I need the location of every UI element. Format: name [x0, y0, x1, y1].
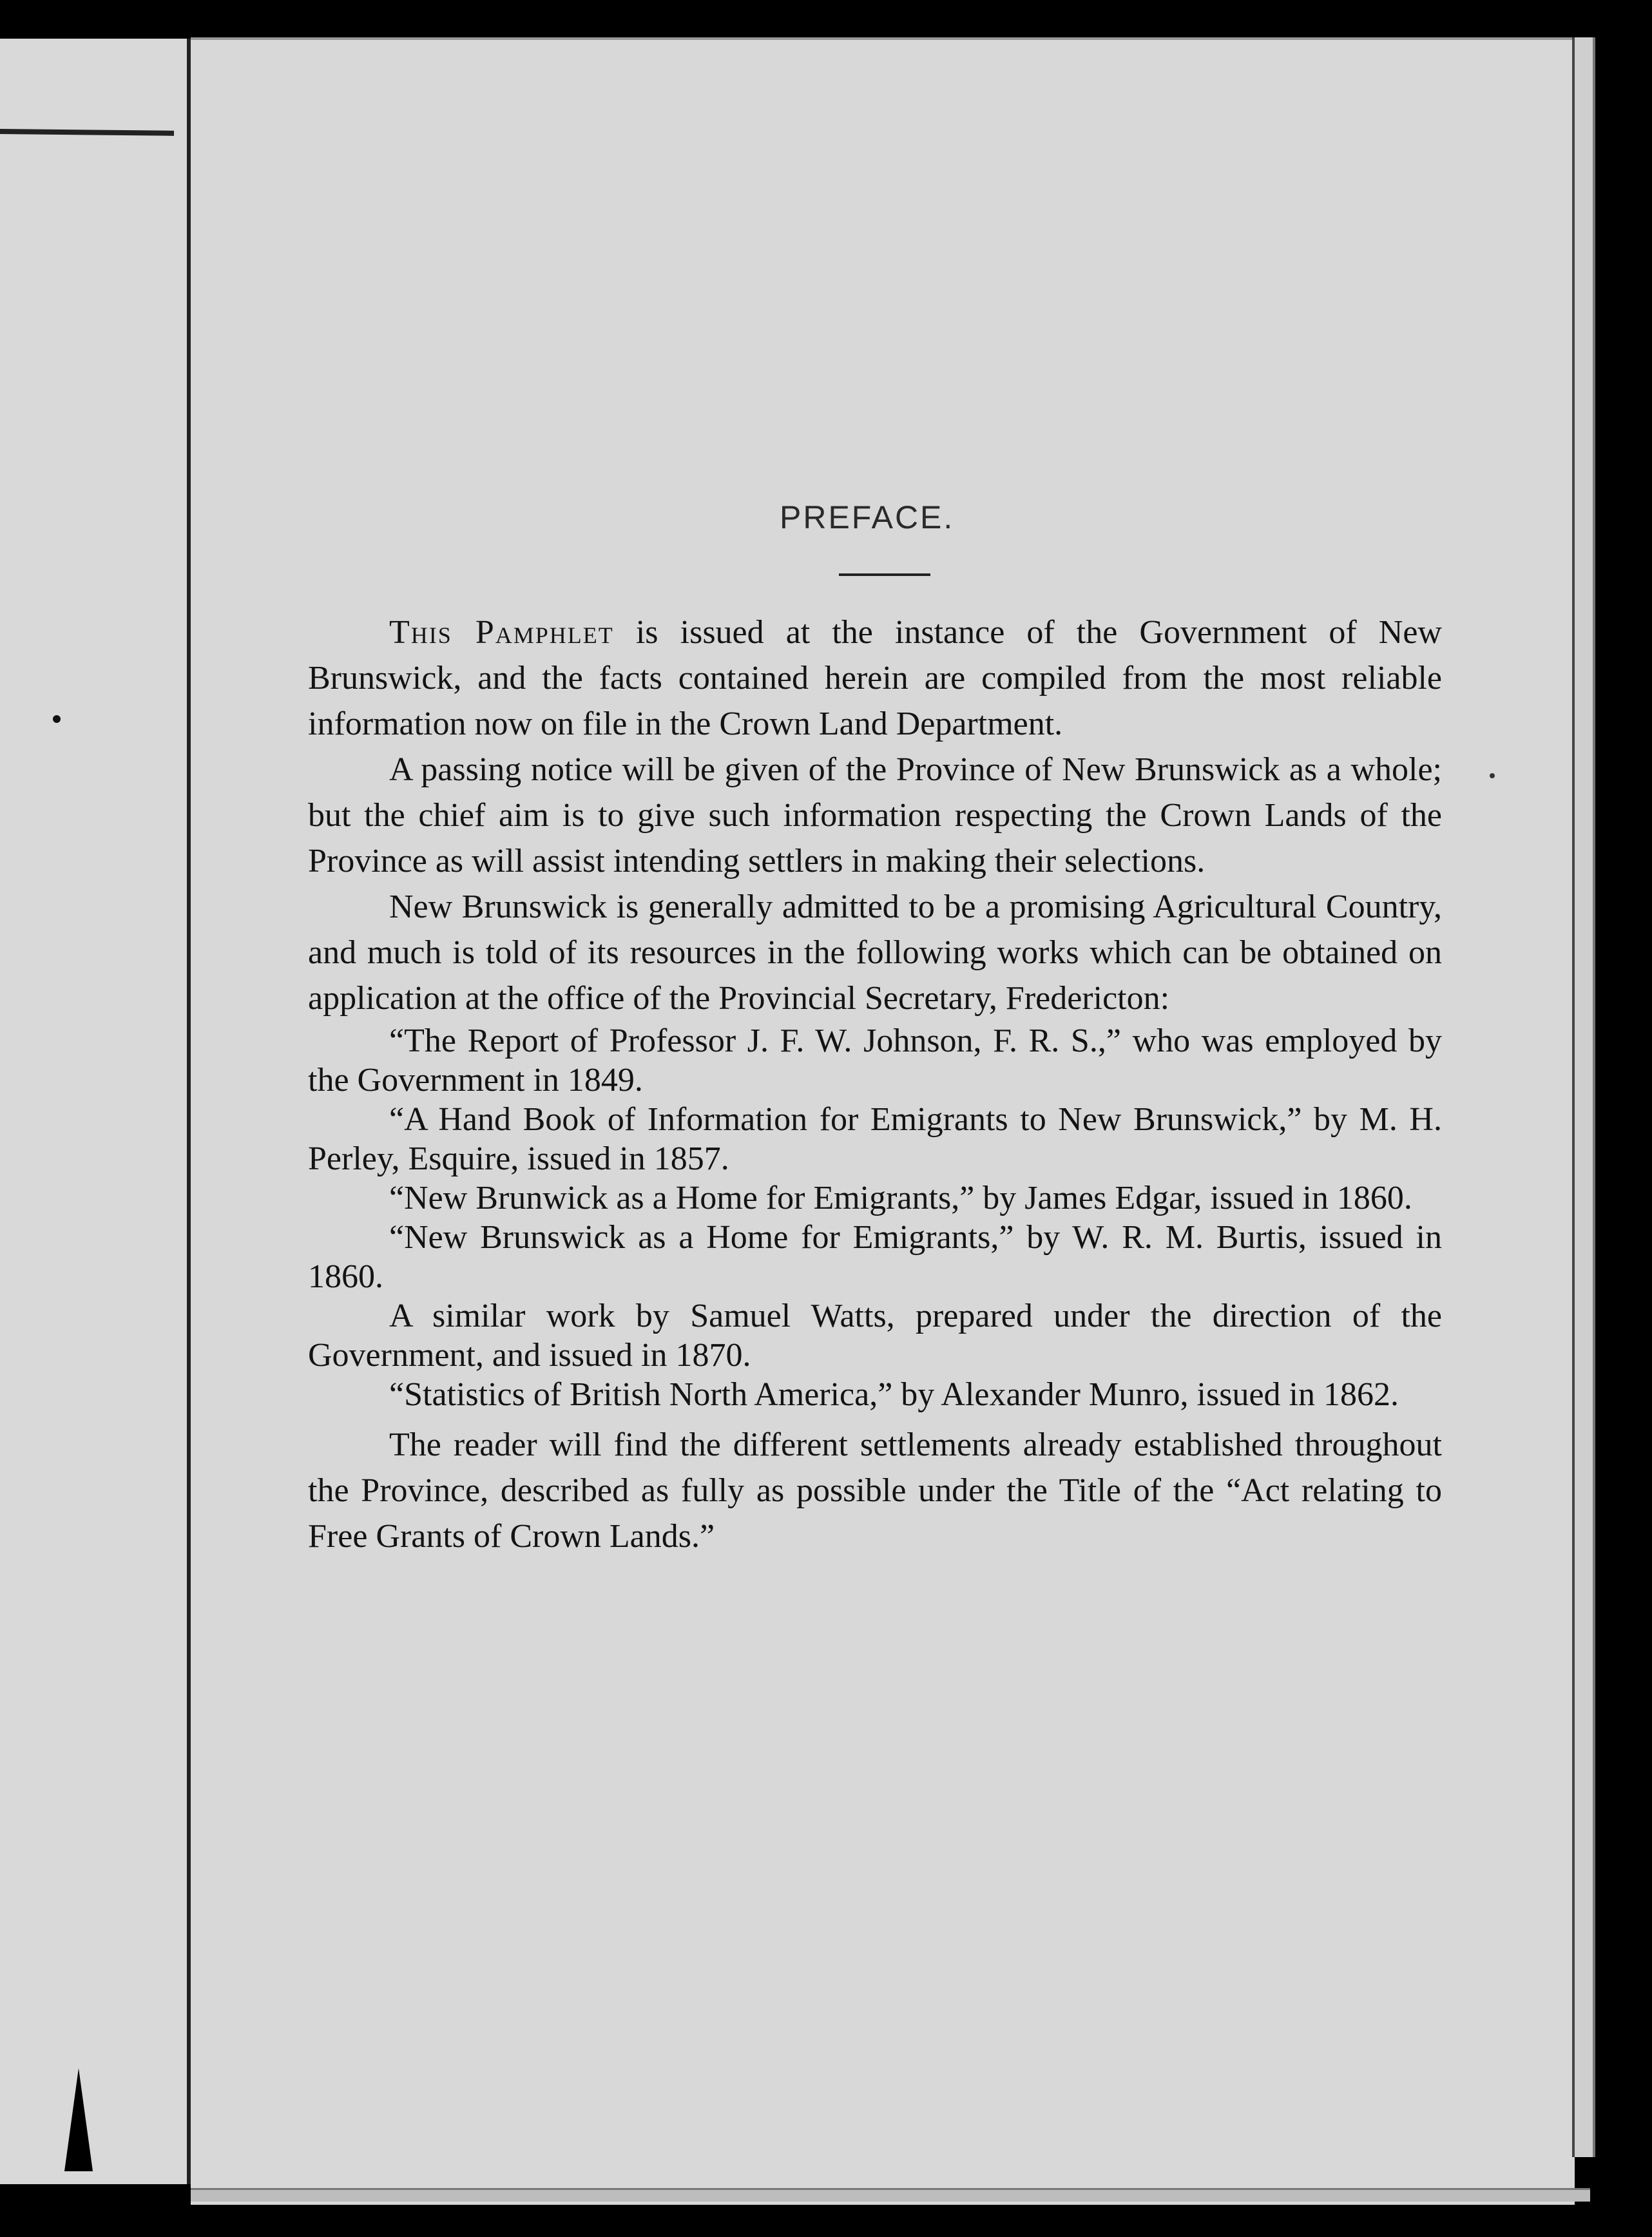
- page-title: PREFACE.: [780, 499, 955, 535]
- paragraph-intro: [308, 610, 1442, 747]
- scan-speck: [53, 715, 61, 723]
- title-rule: [839, 573, 930, 576]
- paragraph-intro-text: is issued at the instance of the Government of New Brunswick, and the facts contained herein are compiled from the most reliable information now on file in the Crown Land Department.: [308, 614, 1442, 742]
- page-edge: [1572, 37, 1595, 2157]
- paragraph-settlements: The reader will find the different settlements already established throughout the Province, described as fully as possible under the Title of the “Act relating to Free Grants of Crown Lands.”: [308, 1426, 1442, 1555]
- page-bottom-edge: [191, 2188, 1590, 2202]
- paragraph-aim: A passing notice will be given of the Province of New Brunswick as a whole; but the chief aim is to give such information respecting the Crown Lands of the Province as will assist intending settlers in making their selections.: [308, 751, 1442, 879]
- preface-body: [308, 610, 1442, 1559]
- work-perley: “A Hand Book of Information for Emigrants to New Brunswick,” by M. H. Perley, Esquire, issued in 1857.: [308, 1101, 1442, 1177]
- work-munro: “Statistics of British North America,” by Alexander Munro, issued in 1862.: [389, 1376, 1399, 1413]
- paragraph-works: New Brunswick is generally admitted to be a promising Agricultural Country, and much is told of its resources in the following works which can be obtained on application at the office of the Provincial Secretary, Fredericton:: [308, 888, 1442, 1017]
- facing-page-strip: [0, 39, 191, 2184]
- work-burtis: “New Brunswick as a Home for Emigrants,” by W. R. M. Burtis, issued in 1860.: [308, 1219, 1442, 1295]
- work-watts: A similar work by Samuel Watts, prepared under the direction of the Government, and issued in 1870.: [308, 1298, 1442, 1374]
- facing-page-mark: [0, 129, 174, 136]
- facing-page-tab: [64, 2068, 93, 2171]
- work-johnson: “The Report of Professor J. F. W. Johnson, F. R. S.,” who was employed by the Government in 1849.: [308, 1022, 1442, 1099]
- scan-speck-page: [1490, 773, 1495, 778]
- work-edgar: “New Brunwick as a Home for Emigrants,” by James Edgar, issued in 1860.: [389, 1180, 1412, 1216]
- opening-caps: This Pamphlet: [389, 614, 614, 651]
